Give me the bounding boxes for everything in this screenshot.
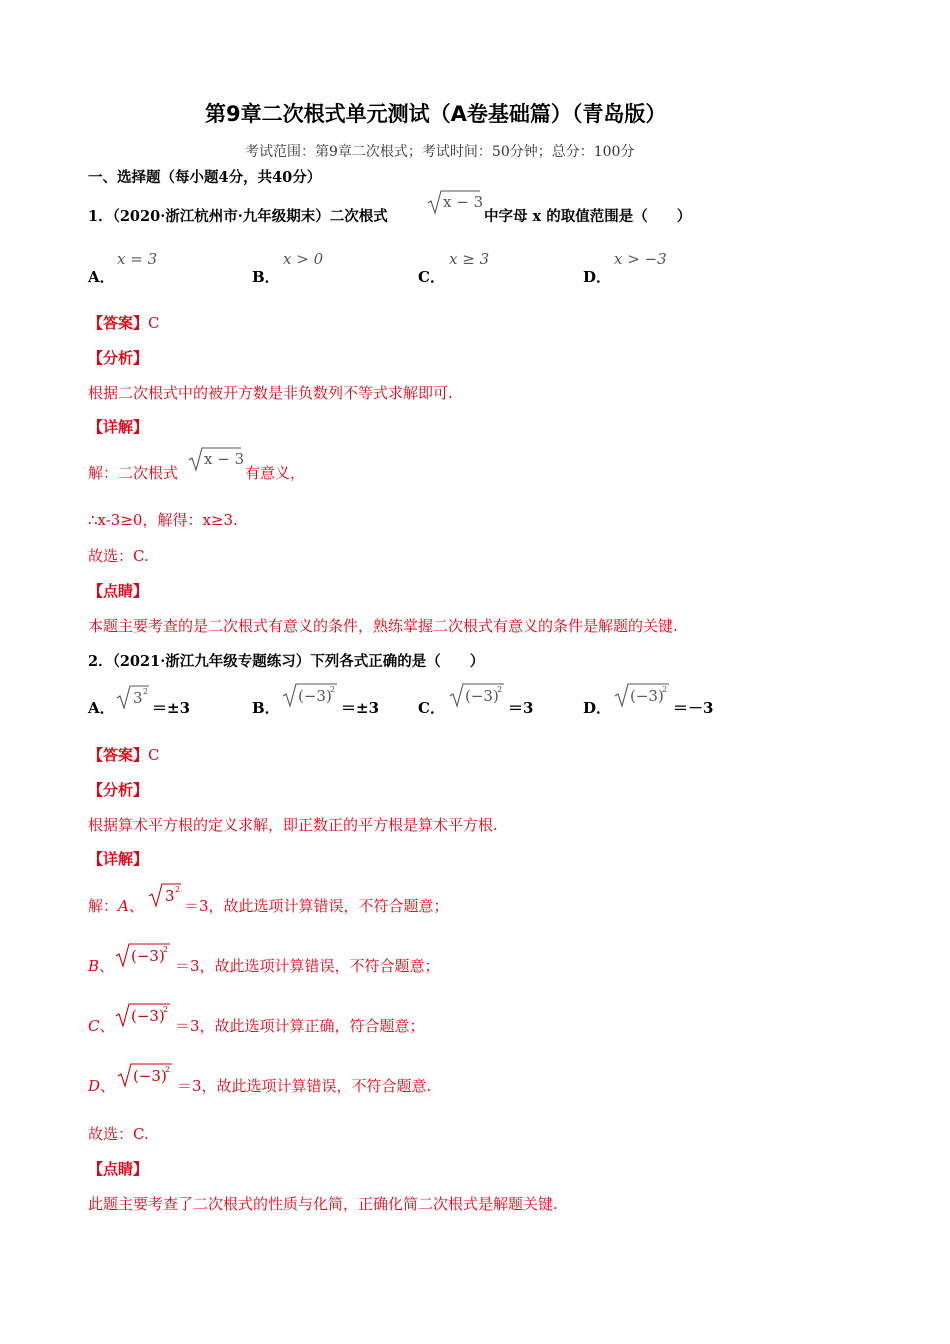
q2-answer-tag: 【答案】 [88, 746, 149, 764]
q1-option-b-label: B． [252, 268, 280, 286]
q1-stem-after: 中字母 x 的取值范围是（ ） [484, 208, 692, 225]
q2-detail-a-radical [148, 882, 182, 908]
q2-analysis-text: 根据算术平方根的定义求解，即正数正的平方根是算术平方根. [88, 816, 498, 834]
q2-detail-b [88, 955, 114, 976]
q2-option-c-exp: 2 [497, 685, 503, 694]
q1-option-c-label: C． [418, 268, 445, 286]
q2-option-a-radical [116, 684, 150, 710]
q2-detail-c-tail: ＝3，故此选项计算正确，符合题意； [175, 1017, 425, 1035]
q2-detail-d [88, 1075, 115, 1096]
q2-detail-a-exp: 2 [175, 885, 181, 894]
q2-detail-d-radicand: (−3) [133, 1067, 167, 1085]
q2-option-a-label: A． [88, 699, 115, 717]
q2-answer [88, 744, 160, 765]
q2-detail-c-label: C [88, 1017, 100, 1035]
q2-detail-c-radicand: (−3) [131, 1007, 165, 1025]
q1-answer [88, 312, 160, 333]
q2-option-c-label: C． [418, 699, 445, 717]
q2-detail-c-radical [115, 1002, 171, 1028]
q2-detail-b-radical [115, 942, 171, 968]
page-title: 第9章二次根式单元测试（A卷基础篇）（青岛版） [205, 102, 667, 126]
q1-answer-tag: 【答案】 [88, 314, 149, 332]
q2-option-d-radical [614, 682, 670, 708]
q2-detail-d-tail: ＝3，故此选项计算错误，不符合题意. [177, 1077, 432, 1095]
q2-comment-text: 此题主要考查了二次根式的性质与化简，正确化简二次根式是解题关键. [88, 1195, 558, 1213]
q2-option-d-label: D． [583, 699, 612, 717]
q1-option-d-label: D． [583, 268, 612, 286]
q2-stem: 2．（2021·浙江九年级专题练习）下列各式正确的是（ ） [88, 653, 485, 670]
q2-detail-c-sep: 、 [99, 1017, 115, 1035]
q2-option-a-tail: ＝±3 [152, 699, 191, 717]
q2-option-c-radical [449, 682, 505, 708]
q2-detail-a-radicand: 3 [165, 887, 175, 905]
q2-option-b-radicand: (−3) [298, 687, 332, 705]
q2-detail-a-prefix: 解： [88, 897, 119, 915]
q1-detail-line1a: 解：二次根式 [88, 464, 179, 482]
q1-analysis-tag: 【分析】 [88, 349, 149, 367]
exam-info: 考试范围：第9章二次根式；考试时间：50分钟；总分：100分 [245, 144, 635, 160]
q1-detail-radical [188, 446, 245, 472]
q2-detail-c [88, 1015, 115, 1036]
q1-option-c-expr: x ≥ 3 [449, 250, 490, 268]
q1-option-d-expr: x > −3 [614, 250, 667, 268]
q1-comment-tag: 【点睛】 [88, 582, 149, 600]
q2-detail-b-tail: ＝3，故此选项计算错误，不符合题意； [175, 957, 440, 975]
q1-option-a-expr: x = 3 [117, 250, 158, 268]
q1-analysis-text: 根据二次根式中的被开方数是非负数列不等式求解即可. [88, 384, 453, 402]
q2-detail-b-sep: 、 [99, 957, 115, 975]
q2-answer-value: C [148, 746, 160, 764]
q2-detail-b-radicand: (−3) [131, 947, 165, 965]
q2-option-c-radicand: (−3) [465, 687, 499, 705]
q2-detail-tag: 【详解】 [88, 850, 149, 868]
q2-option-b-exp: 2 [330, 685, 336, 694]
q2-detail-c-exp: 2 [163, 1005, 169, 1014]
q2-option-a-exp: 2 [143, 687, 149, 696]
q1-answer-value: C [148, 314, 160, 332]
q1-radical [427, 189, 484, 215]
q2-option-d-tail: ＝－3 [673, 699, 714, 717]
q2-option-c-tail: ＝3 [508, 699, 534, 717]
q2-option-b-radical [282, 682, 338, 708]
q2-detail-d-radical [117, 1062, 173, 1088]
q1-detail-line2: ∴x-3≥0，解得：x≥3. [88, 511, 238, 529]
q1-option-a-label: A． [88, 268, 115, 286]
q1-comment-text: 本题主要考查的是二次根式有意义的条件，熟练掌握二次根式有意义的条件是解题的关键. [88, 617, 678, 635]
q1-stem-before: 1．（2020·浙江杭州市·九年级期末）二次根式 [88, 208, 388, 225]
q2-analysis-tag: 【分析】 [88, 781, 149, 799]
q1-detail-line1b: 有意义， [245, 464, 306, 482]
q2-detail-d-sep: 、 [100, 1077, 116, 1095]
q2-option-d-radicand: (−3) [630, 687, 664, 705]
q2-detail-d-label: D [88, 1077, 101, 1095]
q2-detail-b-exp: 2 [163, 945, 169, 954]
q2-detail-a-sep: 、 [128, 897, 144, 915]
q2-option-b-tail: ＝±3 [341, 699, 380, 717]
q1-detail-radicand: x − 3 [204, 450, 245, 468]
q2-detail-a [88, 895, 144, 916]
q1-detail-line3: 故选：C. [88, 547, 149, 565]
q2-detail-b-label: B [88, 957, 100, 975]
section-heading: 一、选择题（每小题4分，共40分） [88, 169, 322, 186]
q2-option-a-radicand: 3 [133, 689, 143, 707]
q2-comment-tag: 【点睛】 [88, 1160, 149, 1178]
q2-option-d-exp: 2 [662, 685, 668, 694]
q1-radicand: x − 3 [443, 193, 484, 211]
q2-option-b-label: B． [252, 699, 280, 717]
q2-detail-a-tail: ＝3，故此选项计算错误，不符合题意； [184, 897, 449, 915]
q1-detail-tag: 【详解】 [88, 418, 149, 436]
q1-option-b-expr: x > 0 [283, 250, 324, 268]
q2-detail-d-exp: 2 [165, 1065, 171, 1074]
q2-detail-choice: 故选：C. [88, 1125, 149, 1143]
q2-detail-a-label: A [118, 897, 129, 915]
